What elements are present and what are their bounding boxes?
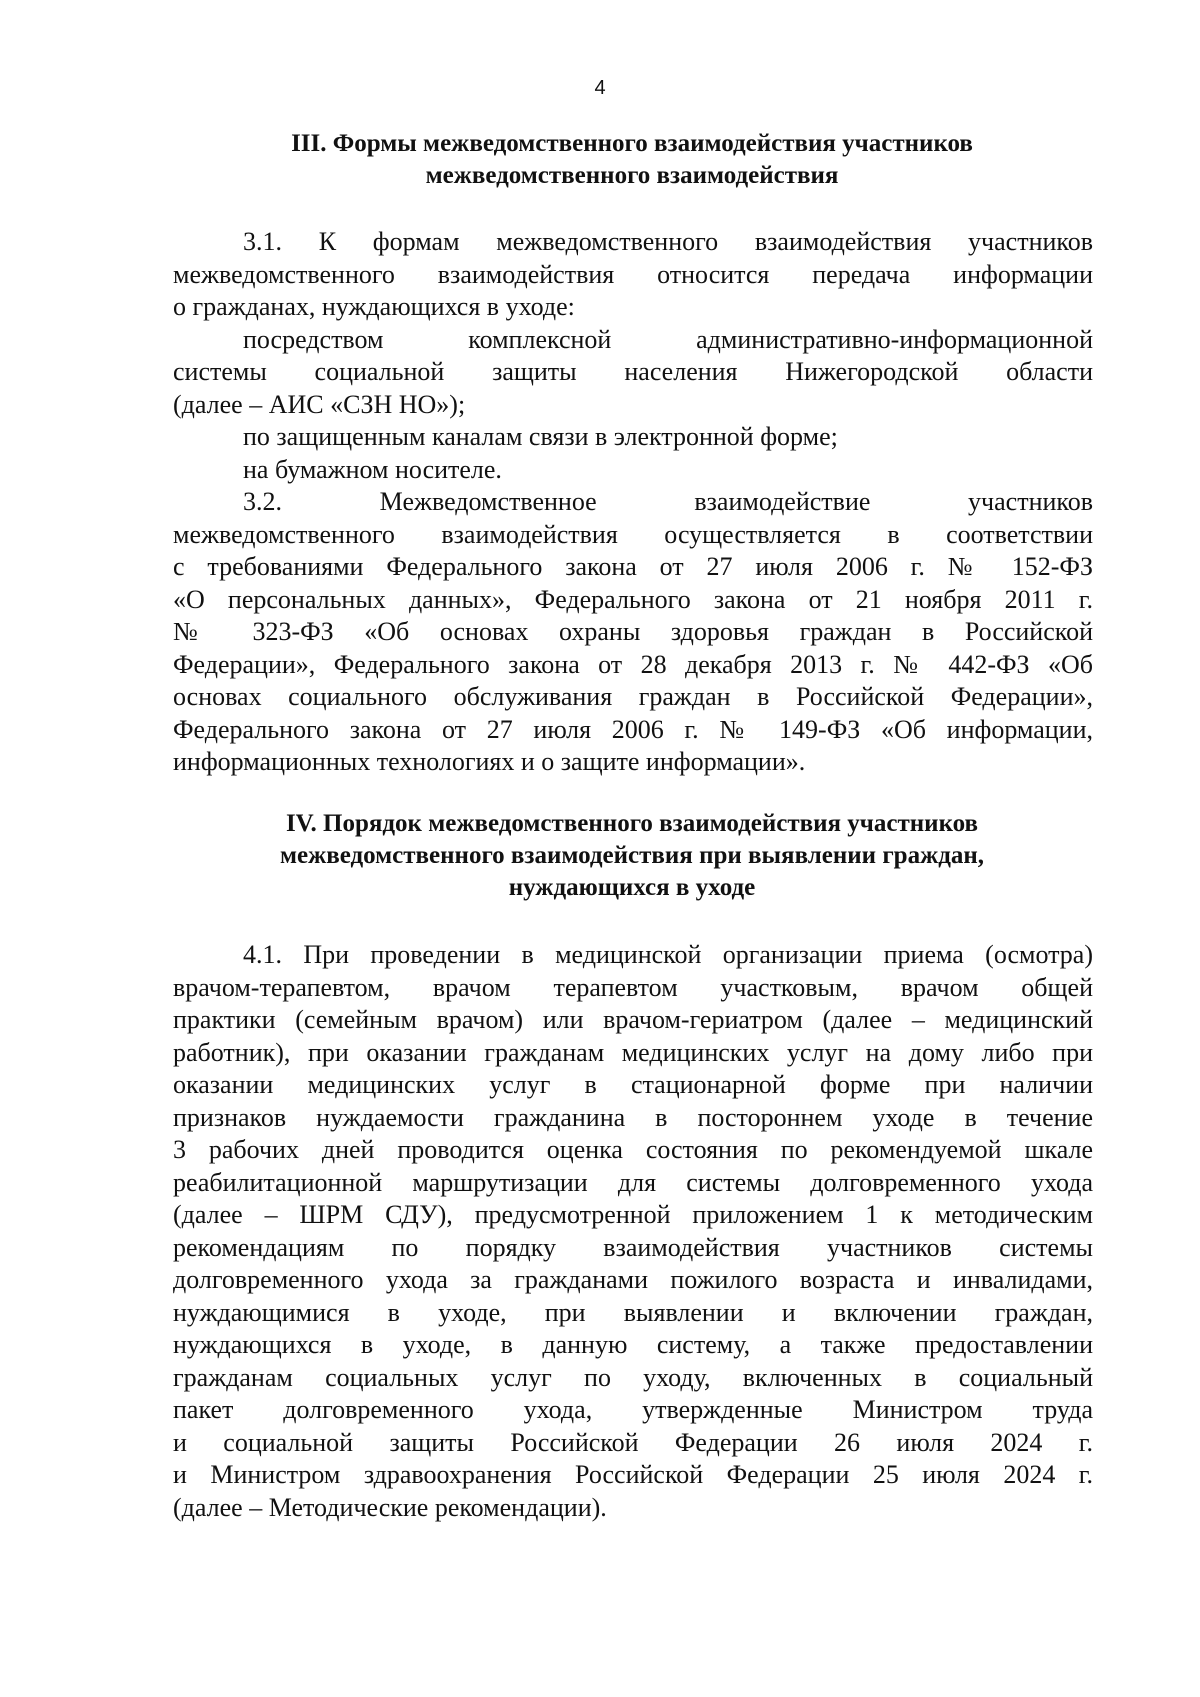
section-4-body [173,939,1093,1524]
section-4-line: и социальной защиты Российской Федерации 26 июля 2024 г. [173,1427,1093,1457]
section-4-line: работник), при оказании гражданам медицинских услуг на дому либо при [173,1037,1093,1067]
section-3-line: системы социальной защиты населения Нижегородской области [173,357,1093,386]
section-4-line: пакет долговременного ухода, утвержденные Министром труда [173,1395,1093,1424]
section-3-line: (далее – АИС «СЗН НО»); [173,389,466,419]
section-3-heading-line: III. Формы межведомственного взаимодействия участников [291,130,973,157]
section-4-line: врачом-терапевтом, врачом терапевтом участковым, врачом общей [173,972,1093,1002]
section-3-line: 3.1. К формам межведомственного взаимодействия участников [243,227,1093,256]
section-4-heading-line: межведомственного взаимодействия при выявлении граждан, [279,842,985,869]
section-3-line: основах социального обслуживания граждан в Российской Федерации», [173,682,1093,711]
section-3-heading-line: межведомственного взаимодействия [425,162,839,189]
section-3-line: Федерального закона от 27 июля 2006 г. № 149-ФЗ «Об информации, [173,714,1093,744]
section-3-line: информационных технологиях и о защите информации». [173,747,806,776]
section-4-heading-line: IV. Порядок межведомственного взаимодействия участников [285,810,979,837]
section-4-line: 4.1. При проведении в медицинской организации приема (осмотра) [243,940,1093,969]
section-3-line: межведомственного взаимодействия относится передача информации [173,259,1093,289]
section-3-line: № 323-ФЗ «Об основах охраны здоровья граждан в Российской [173,617,1093,646]
section-3-line: о гражданах, нуждающихся в уходе: [173,292,575,321]
section-3-line: межведомственного взаимодействия осуществляется в соответствии [173,519,1093,549]
section-3-heading [170,128,1094,192]
section-3-line: с требованиями Федерального закона от 27 июля 2006 г. № 152-ФЗ [173,552,1093,581]
section-4-heading-line: нуждающихся в уходе [508,874,756,901]
section-3-line: на бумажном носителе. [243,454,502,484]
section-4-line: признаков нуждаемости гражданина в постороннем уходе в течение [173,1102,1093,1132]
section-3-line: по защищенным каналам связи в электронной форме; [243,422,838,451]
section-4-line: 3 рабочих дней проводится оценка состояния по рекомендуемой шкале [173,1135,1093,1164]
section-4-line: практики (семейным врачом) или врачом-гериатром (далее – медицинский [173,1005,1093,1034]
section-4-line: гражданам социальных услуг по уходу, включенных в социальный [173,1362,1093,1392]
section-3-line: посредством комплексной административно-информационной [243,324,1093,354]
section-4-line: рекомендациям по порядку взаимодействия участников системы [173,1232,1093,1262]
section-3-body [173,226,1093,779]
section-4-line: реабилитационной маршрутизации для системы долговременного ухода [173,1167,1093,1197]
section-3-line: 3.2. Межведомственное взаимодействие участников [243,487,1093,516]
section-3-line: «О персональных данных», Федерального закона от 21 ноября 2011 г. [173,584,1093,614]
section-4-line: нуждающихся в уходе, в данную систему, а также предоставлении [173,1330,1093,1359]
section-4-line: нуждающимися в уходе, при выявлении и включении граждан, [173,1297,1093,1327]
section-4-line: долговременного ухода за гражданами пожилого возраста и инвалидами, [173,1265,1093,1294]
page-number: 4 [594,77,606,99]
section-4-line: (далее – ШРМ СДУ), предусмотренной приложением 1 к методическим [173,1200,1093,1229]
section-4-line: (далее – Методические рекомендации). [173,1492,607,1522]
section-4-heading [170,808,1094,904]
section-3-line: Федерации», Федерального закона от 28 декабря 2013 г. № 442-ФЗ «Об [173,649,1093,679]
section-4-line: и Министром здравоохранения Российской Федерации 25 июля 2024 г. [173,1460,1093,1489]
section-4-line: оказании медицинских услуг в стационарной форме при наличии [173,1070,1093,1099]
